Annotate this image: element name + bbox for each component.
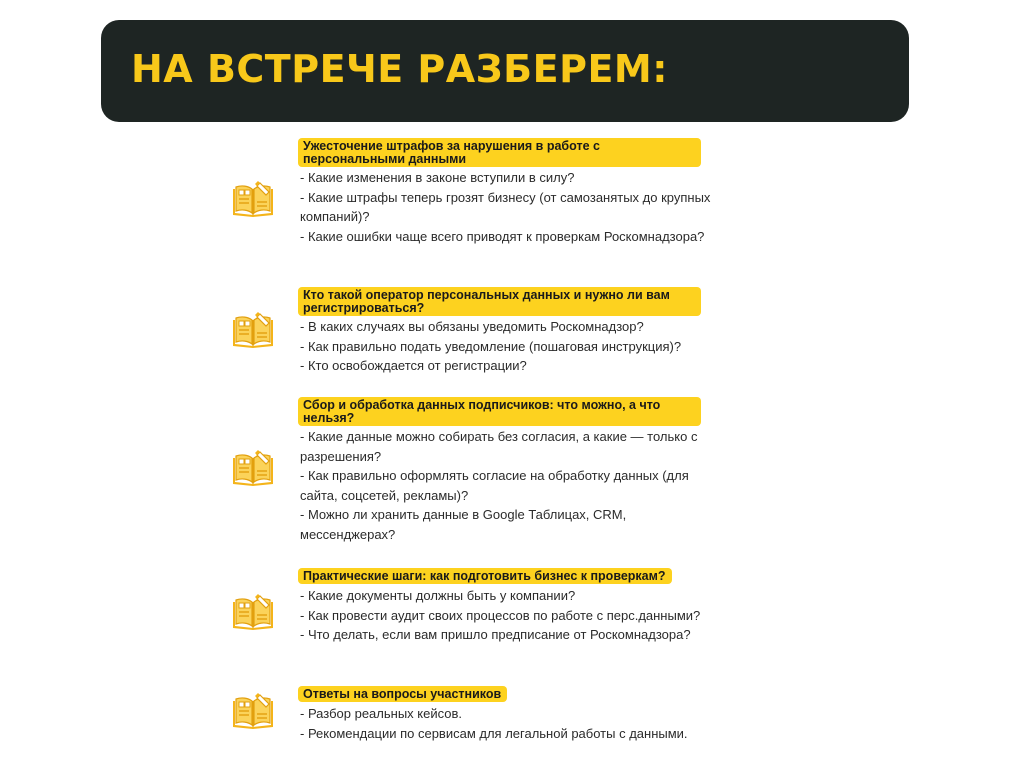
list-item: - Какие изменения в законе вступили в силу? [300,170,575,185]
list-item: - Какие данные можно собирать без согласия, а какие — только с разрешения? [300,429,698,464]
agenda-section-1 [300,138,720,246]
list-item: - Разбор реальных кейсов. [300,706,462,721]
list-item: - Какие ошибки чаще всего приводят к проверкам Роскомнадзора? [300,228,705,244]
section-items [300,704,720,743]
open-book-icon [231,692,275,730]
open-book-icon [231,593,275,631]
section-title: Ответы на вопросы участников [298,686,507,702]
open-book-icon [231,180,275,218]
section-title: Практические шаги: как подготовить бизнес к проверкам? [298,568,672,584]
open-book-icon [231,311,275,349]
agenda-section-5 [300,685,720,743]
section-title: Ужесточение штрафов за нарушения в работе с персональными данными [298,138,701,167]
list-item: - Как правильно подать уведомление (пошаговая инструкция)? [300,338,682,354]
section-title: Сбор и обработка данных подписчиков: что можно, а что нельзя? [298,397,701,426]
section-items [300,168,720,246]
list-item: - Можно ли хранить данные в Google Таблицах, CRM, мессенджерах? [300,507,627,542]
section-items [300,427,720,544]
agenda-section-4 [300,567,720,645]
agenda-section-3 [300,397,720,544]
page-title: НА ВСТРЕЧЕ РАЗБЕРЕМ: [131,47,668,91]
list-item: - Рекомендации по сервисам для легальной работы с данными. [300,725,688,741]
list-item: - В каких случаях вы обязаны уведомить Роскомнадзор? [300,319,644,334]
list-item: - Что делать, если вам пришло предписание от Роскомнадзора? [300,627,691,642]
agenda-section-2 [300,287,720,376]
list-item: - Как правильно оформлять согласие на обработку данных (для сайта, соцсетей, рекламы)? [300,468,689,503]
section-items [300,317,720,376]
open-book-icon [231,449,275,487]
section-title: Кто такой оператор персональных данных и нужно ли вам регистрироваться? [298,287,701,316]
list-item: - Какие документы должны быть у компании? [300,588,576,603]
section-items [300,586,720,645]
list-item: - Как провести аудит своих процессов по работе с перс.данными? [300,607,701,623]
list-item: - Какие штрафы теперь грозят бизнесу (от самозанятых до крупных компаний)? [300,189,711,224]
header-banner [101,20,909,122]
list-item: - Кто освобождается от регистрации? [300,358,527,373]
